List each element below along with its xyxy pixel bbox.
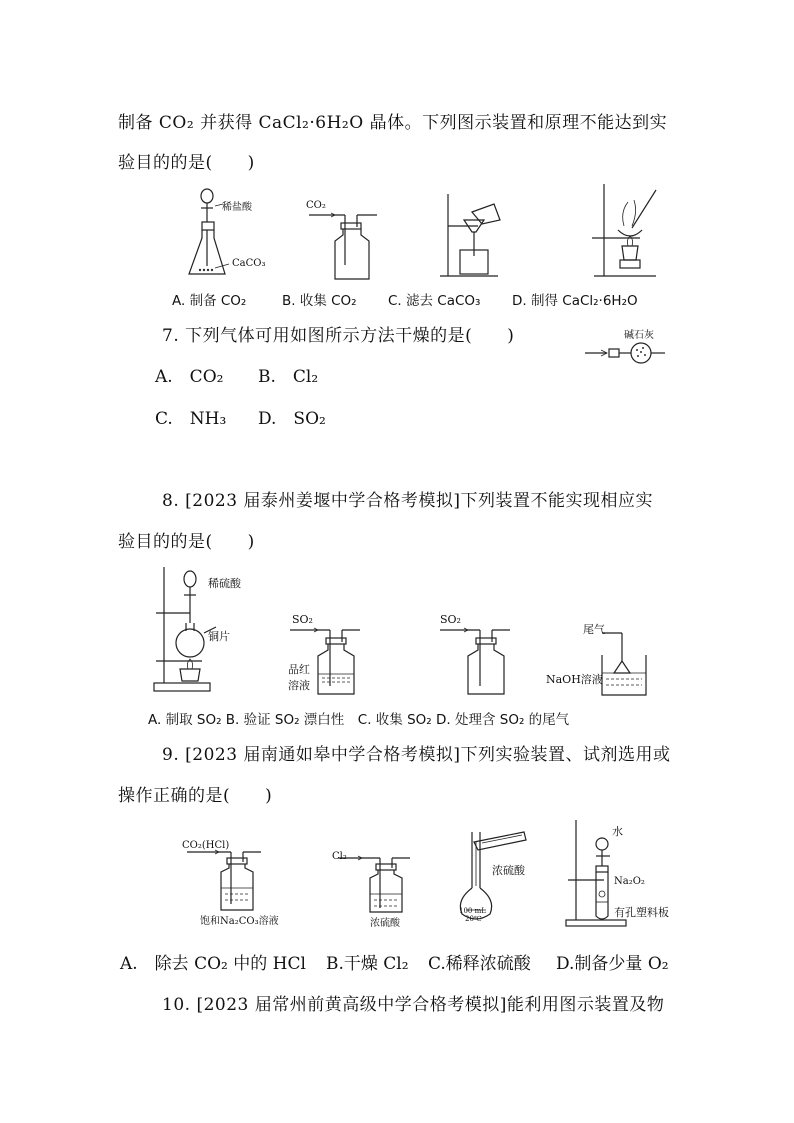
q6-label-acid: 稀盐酸 (222, 202, 252, 213)
q8-stem-line2: 验目的的是( ) (118, 532, 255, 552)
q8-label-so2-b: SO₂ (292, 613, 313, 626)
q7-label-soda-lime: 碱石灰 (624, 330, 654, 341)
q9-stem-line2: 操作正确的是( ) (118, 786, 273, 806)
q9-label-water: 水 (612, 825, 623, 838)
q9-label-volume: 100 mL (459, 907, 486, 915)
q9-label-gas-mix: CO₂(HCl) (182, 840, 230, 851)
q7-option-a[interactable]: A. CO₂ (155, 367, 224, 387)
q9-label-na2o2: Na₂O₂ (614, 876, 645, 887)
q6-apparatus-c (438, 192, 508, 280)
q8-apparatus-d (600, 625, 660, 697)
q6-caption-a: A. 制备 CO₂ (172, 293, 247, 309)
q9-label-cl2: Cl₂ (332, 851, 347, 862)
q9-label-saturated: 饱和Na₂CO₃溶液 (200, 916, 279, 927)
q7-option-d[interactable]: D. SO₂ (258, 409, 326, 429)
q8-label-tail-gas: 尾气 (583, 623, 605, 636)
q7-option-c[interactable]: C. NH₃ (155, 409, 227, 429)
q6-apparatus-d (590, 182, 665, 280)
q8-caption: A. 制取 SO₂ B. 验证 SO₂ 漂白性 C. 收集 SO₂ D. 处理含 SO₂ 的尾气 (148, 712, 570, 728)
q9-label-conc-b: 浓硫酸 (370, 918, 400, 929)
q6-stem-line2: 验目的的是( ) (118, 153, 255, 173)
q9-label-temp: 20℃ (465, 915, 482, 923)
q9-option-a[interactable]: A. 除去 CO₂ 中的 HCl (120, 954, 306, 974)
q6-caption-b: B. 收集 CO₂ (282, 293, 357, 309)
q9-apparatus-b (336, 848, 416, 918)
q6-label-co2: CO₂ (306, 200, 326, 211)
q8-label-copper: 铜片 (208, 630, 230, 643)
q8-label-acid: 稀硫酸 (208, 577, 241, 590)
q7-stem: 7. 下列气体可用如图所示方法干燥的是( ) (162, 326, 515, 346)
q10-stem-line1: 10. [2023 届常州前黄高级中学合格考模拟]能利用图示装置及物 (162, 995, 665, 1015)
q6-label-caco3: CaCO₃ (232, 258, 266, 269)
q9-option-b[interactable]: B.干燥 Cl₂ (326, 954, 409, 974)
q8-label-solution: 溶液 (288, 679, 310, 692)
q9-option-c[interactable]: C.稀释浓硫酸 (428, 954, 531, 974)
q8-label-pinred: 品红 (288, 663, 310, 676)
q9-label-conc-c: 浓硫酸 (492, 864, 525, 877)
q7-drying-tube (583, 340, 673, 366)
q6-caption-c: C. 滤去 CaCO₃ (388, 293, 481, 309)
q6-stem-line1: 制备 CO₂ 并获得 CaCl₂·6H₂O 晶体。下列图示装置和原理不能达到实 (118, 113, 668, 133)
q8-label-so2-c: SO₂ (440, 613, 461, 626)
q7-option-b[interactable]: B. Cl₂ (258, 367, 319, 387)
q9-stem-line1: 9. [2023 届南通如皋中学合格考模拟]下列实验装置、试剂选用或 (162, 745, 671, 765)
q6-caption-d: D. 制得 CaCl₂·6H₂O (512, 293, 638, 309)
q9-option-d[interactable]: D.制备少量 O₂ (556, 954, 669, 974)
q9-apparatus-a (185, 842, 265, 914)
q6-apparatus-b (305, 205, 385, 283)
q9-label-board: 有孔塑料板 (614, 906, 669, 919)
q8-label-naoh: NaOH溶液 (546, 673, 603, 686)
q8-stem-line1: 8. [2023 届泰州姜堰中学合格考模拟]下列装置不能实现相应实 (162, 491, 654, 511)
q8-apparatus-c (438, 620, 518, 700)
